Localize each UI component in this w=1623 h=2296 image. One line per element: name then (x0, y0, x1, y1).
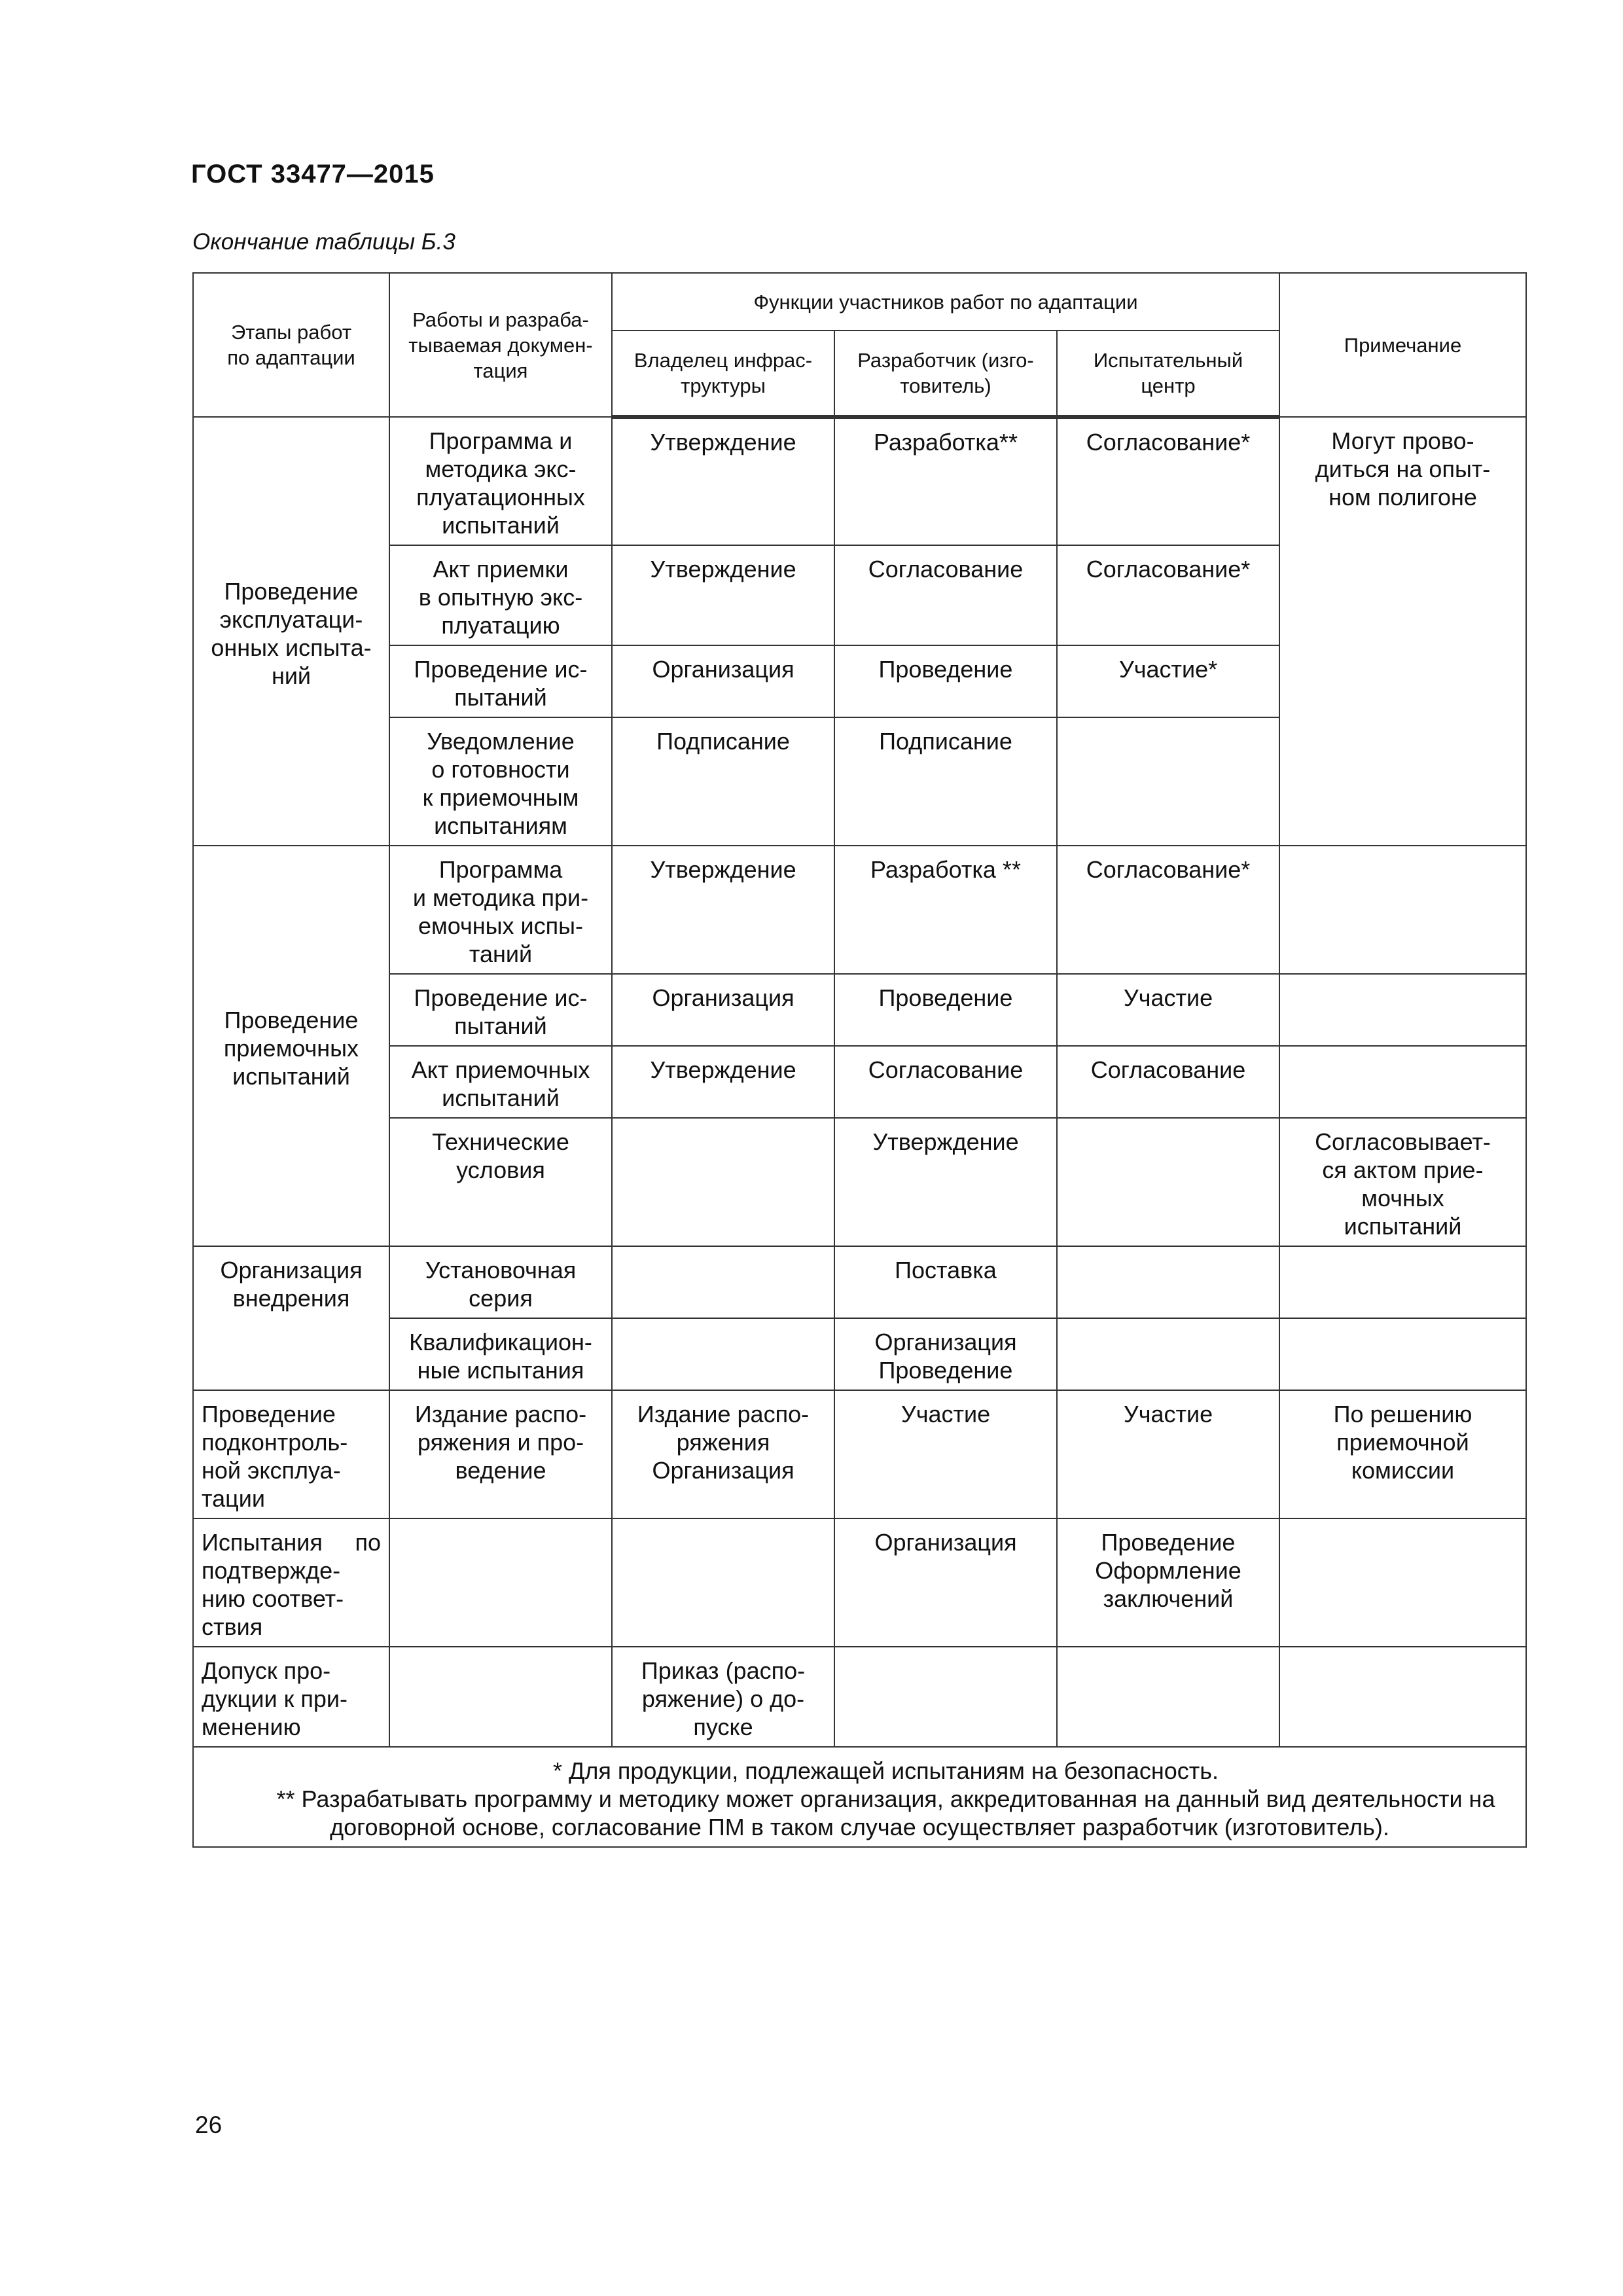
header-developer: Разработчик (изго- товитель) (834, 331, 1057, 417)
table-row (193, 846, 1526, 974)
stage-cell: Допуск про- дукции к при- менению (193, 1647, 389, 1747)
owner-cell: Утверждение (612, 545, 834, 645)
table-header (193, 273, 1526, 417)
header-functions: Функции участников работ по адаптации (612, 273, 1279, 331)
developer-cell: Разработка ** (834, 846, 1057, 974)
developer-cell: Разработка** (834, 417, 1057, 545)
note-cell (1279, 1246, 1526, 1318)
table-row (193, 1390, 1526, 1518)
footnotes-row (193, 1747, 1526, 1847)
table-row (193, 1518, 1526, 1647)
note-cell (1279, 974, 1526, 1046)
work-cell: Программа и методика при- емочных испы- таний (389, 846, 612, 974)
stage-cell: Организация внедрения (193, 1246, 389, 1390)
owner-cell: Издание распо- ряжения Организация (612, 1390, 834, 1518)
footnotes-cell (193, 1747, 1526, 1847)
table-row (193, 974, 1526, 1046)
center-cell: Согласование* (1057, 417, 1279, 545)
owner-cell (612, 1118, 834, 1246)
header-note: Примечание (1279, 273, 1526, 417)
work-cell: Акт приемочных испытаний (389, 1046, 612, 1118)
center-cell (1057, 1118, 1279, 1246)
center-cell: Согласование* (1057, 846, 1279, 974)
center-cell: Согласование* (1057, 545, 1279, 645)
developer-cell: Проведение (834, 645, 1057, 717)
owner-cell (612, 1246, 834, 1318)
work-cell: Установочная серия (389, 1246, 612, 1318)
owner-cell: Утверждение (612, 1046, 834, 1118)
developer-cell: Согласование (834, 1046, 1057, 1118)
center-cell: Участие (1057, 1390, 1279, 1518)
table-row (193, 1046, 1526, 1118)
stage-cell: Испытания по подтвержде- нию соответ- ствия (193, 1518, 389, 1647)
center-cell (1057, 1318, 1279, 1390)
center-cell: Проведение Оформление заключений (1057, 1518, 1279, 1647)
header-works: Работы и разраба- тываемая докумен- тация (389, 273, 612, 417)
work-cell (389, 1647, 612, 1747)
developer-cell: Поставка (834, 1246, 1057, 1318)
table-row (193, 417, 1526, 545)
note-cell: По решению приемочной комиссии (1279, 1390, 1526, 1518)
owner-cell (612, 1318, 834, 1390)
header-stages: Этапы работ по адаптации (193, 273, 389, 417)
page-number: 26 (195, 2111, 223, 2138)
work-cell: Проведение ис- пытаний (389, 645, 612, 717)
footnote-1: * Для продукции, подлежащей испытаниям на безопасность. (553, 1757, 1219, 1784)
work-cell (389, 1518, 612, 1647)
owner-cell (612, 1518, 834, 1647)
work-cell: Квалификацион- ные испытания (389, 1318, 612, 1390)
header-center: Испытательный центр (1057, 331, 1279, 417)
owner-cell: Организация (612, 645, 834, 717)
stage-cell: Проведение эксплуатаци- онных испыта- ний (193, 417, 389, 846)
owner-cell: Приказ (распо- ряжение) о до- пуске (612, 1647, 834, 1747)
owner-cell: Организация (612, 974, 834, 1046)
center-cell (1057, 1647, 1279, 1747)
work-cell: Акт приемки в опытную экс- плуатацию (389, 545, 612, 645)
developer-cell: Подписание (834, 717, 1057, 846)
developer-cell: Участие (834, 1390, 1057, 1518)
stage-cell: Проведение подконтроль- ной эксплуа- тации (193, 1390, 389, 1518)
note-cell (1279, 1518, 1526, 1647)
header-owner: Владелец инфрас- труктуры (612, 331, 834, 417)
center-cell: Согласование (1057, 1046, 1279, 1118)
owner-cell: Утверждение (612, 417, 834, 545)
table-caption: Окончание таблицы Б.3 (192, 229, 455, 255)
table-row (193, 1246, 1526, 1318)
table-row (193, 1318, 1526, 1390)
note-cell (1279, 846, 1526, 974)
footnote-2: ** Разрабатывать программу и методику может организация, аккредитованная на данный вид деятельности на договорной основе, согласование ПМ в таком случае осуществляет разработчик (изготовитель). (276, 1785, 1495, 1840)
note-cell (1279, 1046, 1526, 1118)
developer-cell: Согласование (834, 545, 1057, 645)
work-cell: Уведомление о готовности к приемочным испытаниям (389, 717, 612, 846)
owner-cell: Подписание (612, 717, 834, 846)
adaptation-table (192, 272, 1527, 1848)
developer-cell: Проведение (834, 974, 1057, 1046)
center-cell (1057, 1246, 1279, 1318)
work-cell: Программа и методика экс- плуатационных испытаний (389, 417, 612, 545)
note-cell: Согласовывает- ся актом прие- мочных испытаний (1279, 1118, 1526, 1246)
owner-cell: Утверждение (612, 846, 834, 974)
standard-title: ГОСТ 33477—2015 (191, 160, 435, 188)
note-cell: Могут прово- диться на опыт- ном полигоне (1279, 417, 1526, 846)
table-row (193, 1118, 1526, 1246)
note-cell (1279, 1318, 1526, 1390)
table-body (193, 417, 1526, 1847)
center-cell: Участие* (1057, 645, 1279, 717)
table-row (193, 1647, 1526, 1747)
center-cell (1057, 717, 1279, 846)
center-cell: Участие (1057, 974, 1279, 1046)
work-cell: Технические условия (389, 1118, 612, 1246)
developer-cell: Утверждение (834, 1118, 1057, 1246)
work-cell: Проведение ис- пытаний (389, 974, 612, 1046)
work-cell: Издание распо- ряжения и про- ведение (389, 1390, 612, 1518)
developer-cell (834, 1647, 1057, 1747)
stage-cell: Проведение приемочных испытаний (193, 846, 389, 1246)
developer-cell: Организация (834, 1518, 1057, 1647)
note-cell (1279, 1647, 1526, 1747)
developer-cell: Организация Проведение (834, 1318, 1057, 1390)
